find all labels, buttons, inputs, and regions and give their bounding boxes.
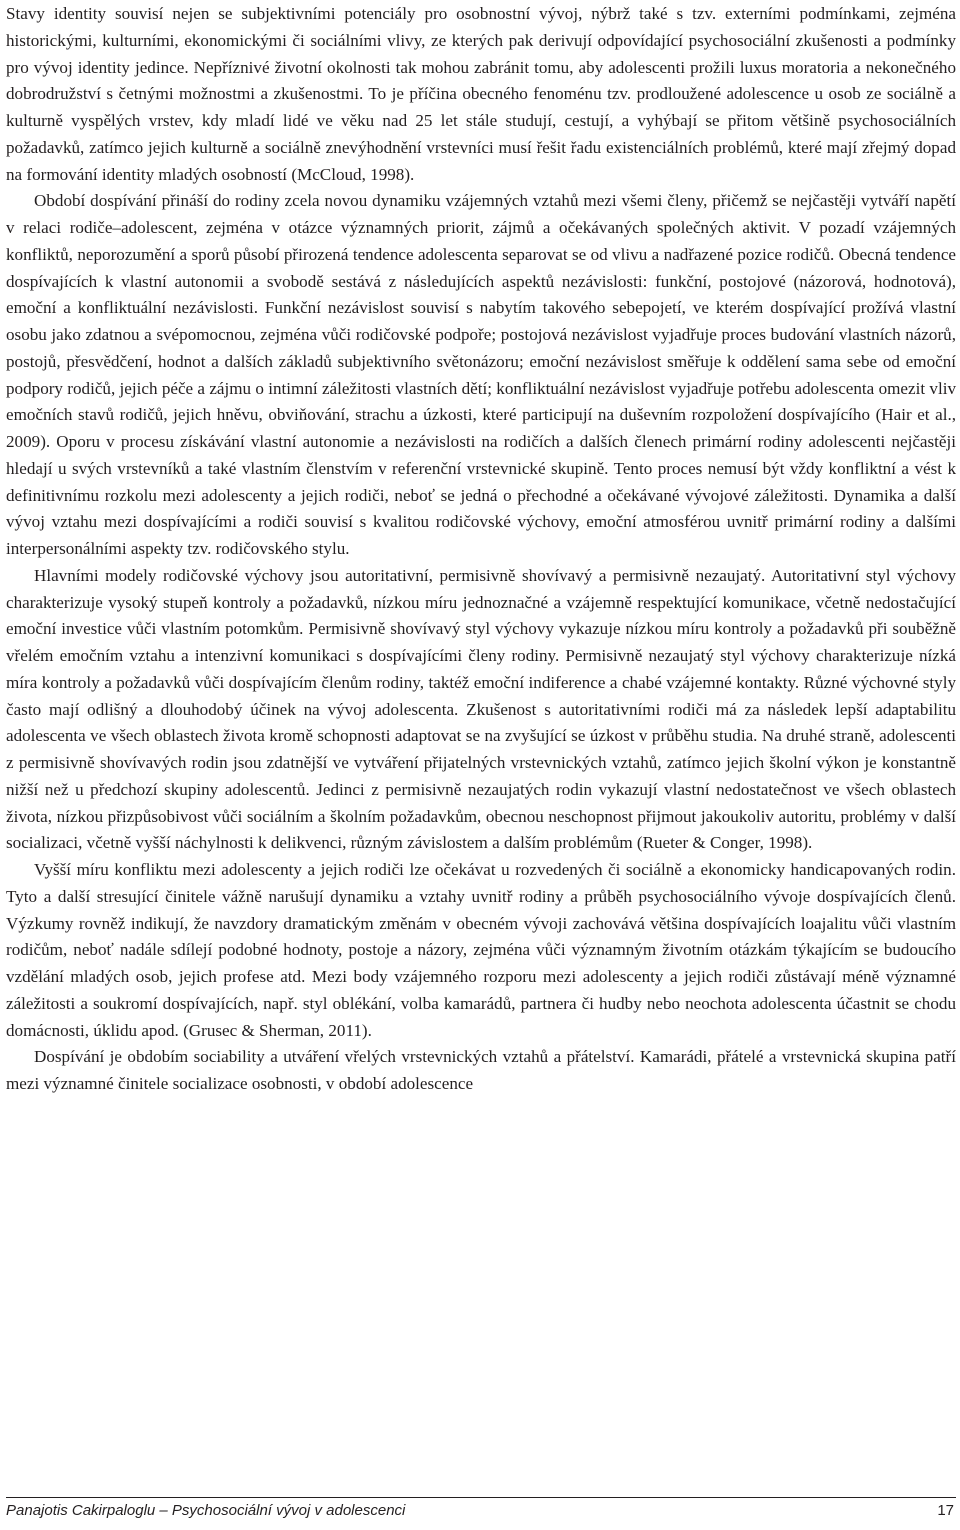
paragraph-family-conflict: Vyšší míru konfliktu mezi adolescenty a jejich rodiči lze očekávat u rozvedených či sociálně a ekonomicky handicapovaných rodin. Tyto a další stresující činitele vážně narušují dynamiku a vztahy uvnitř rodiny a průběh psychosociálního vývoje dospívajících členů. Výzkumy rovněž indikují, že navzdory dramatickým změnám v obecném vývoji zachovává většina dospívajících loajalitu vůči vlastním rodičům, neboť nadále sdílejí podobné hodnoty, postoje a názory, zejména vůči významným životním otázkám týkajícím se budoucího vzdělání mladých osob, jejich profese atd. Mezi body vzájemného rozporu mezi adolescenty a jejich rodiči zůstávají méně významné záležitosti a soukromí dospívajících, např. styl oblékání, volba kamarádů, partnera či hudby nebo neochota adolescenta účastnit se chodu domácnosti, úklidu apod. (Grusec & Sherman, 2011). bbox=[6, 860, 956, 1040]
paragraph-parenting-styles: Hlavními modely rodičovské výchovy jsou autoritativní, permisivně shovívavý a permisivně nezaujatý. Autoritativní styl výchovy charakterizuje vysoký stupeň kontroly a požadavků, nízkou míru jednoznačné a vzájemně respektující komunikace, včetně nedostačující emoční investice vůči vlastním potomkům. Permisivně shovívavý styl výchovy vykazuje nízkou míru kontroly a požadavků při souběžně vřelém emočním vztahu a intenzivní komunikaci s dospívajícími členy rodiny. Permisivně nezaujatý styl výchovy charakterizuje nízká míra kontroly a požadavků vůči dospívajícím členům rodiny, taktéž emoční indiference a chabé vzájemné kontakty. Různé výchovné styly často mají odlišný a dlouhodobý účinek na vývoj adolescenta. Zkušenost s autoritativními rodiči má za následek lepší adaptabilitu adolescenta ve všech oblastech života kromě schopnosti adaptovat se na zvyšující se úzkost v průběhu studia. Na druhé straně, adolescenti z permisivně shovívavých rodin jsou zdatnější ve vytváření přijatelných vrstevnických vztahů, zatímco jejich školní výkon je konstantně nižší než u předchozí skupiny adolescentů. Jedinci z permisivně nezaujatých rodin vykazují vlastní nedostatečnost ve všech oblastech života, nízkou přizpůsobivost vůči sociálním a školním požadavkům, obecnou neschopnost přijmout jakoukoliv autoritu, problémy v další socializaci, včetně vyšší náchylnosti k delikvenci, různým závislostem a dalším problémům (Rueter & Conger, 1998). bbox=[6, 565, 956, 853]
running-title: Panajotis Cakirpaloglu – Psychosociální vývoj v adolescenci bbox=[6, 1502, 406, 1519]
paragraph-identity-conditions: Stavy identity souvisí nejen se subjektivními potenciály pro osobnostní vývoj, nýbrž také s tzv. externími podmínkami, zejména historickými, kulturními, ekonomickými či sociálními vlivy, ze kterých pak derivují odpovídající psychosociální zkušenosti a podmínky pro vývoj identity jedince. Nepříznivé životní okolnosti tak mohou zabránit tomu, aby adolescenti prožili luxus moratoria a nekonečného dobrodružství s četnými možnostmi a zkušenostmi. To je příčina obecného fenoménu tzv. prodloužené adolescence u osob ze sociálně a kulturně vyspělých vrstev, kdy mladí lidé ve věku nad 25 let stále studují, cestují, a vyhýbají se přitom většině psychosociálních požadavků, zatímco jejich kulturně a sociálně znevýhodnění vrstevníci musí řešit řadu existenciálních problémů, které mají zřejmý dopad na formování identity mladých osobností (McCloud, 1998). bbox=[6, 4, 956, 184]
body-text bbox=[6, 0, 956, 1098]
paragraph-sociability: Dospívání je obdobím sociability a utváření vřelých vrstevnických vztahů a přátelství. Kamarádi, přátelé a vrstevnická skupina patří mezi významné činitele socializace osobnosti, v období adolescence bbox=[6, 1047, 956, 1093]
document-page bbox=[6, 0, 956, 1530]
page-footer bbox=[6, 1497, 956, 1519]
paragraph-family-dynamics: Období dospívání přináší do rodiny zcela novou dynamiku vzájemných vztahů mezi všemi členy, přičemž se nejčastěji vytváří napětí v relaci rodiče–adolescent, zejména v otázce významných priorit, zájmů a očekávaných společných aktivit. V pozadí vzájemných konfliktů, neporozumění a sporů působí přirozená tendence adolescenta separovat se od vlivu a nadřazené pozice rodičů. Obecná tendence dospívajících k vlastní autonomii a svobodě sestává z následujících aspektů nezávislosti: funkční, postojové (názorová, hodnotová), emoční a konfliktuální nezávislosti. Funkční nezávislost souvisí s nabytím takového sebepojetí, ve kterém dospívající prožívá vlastní osobu jako zdatnou a svépomocnou, zejména vůči rodičovské podpoře; postojová nezávislost vyjadřuje proces budování vlastních názorů, postojů, přesvědčení, hodnot a dalších základů subjektivního světonázoru; emoční nezávislost směřuje k oddělení sama sebe od emoční podpory rodičů, jejich péče a zájmu o intimní záležitosti vlastních dětí; konfliktuální nezávislost vyjadřuje potřebu adolescenta omezit vliv emočních stavů rodičů, jejich hněvu, obviňování, strachu a úzkosti, které participují na duševním rozpoložení dospívajícího (Hair et al., 2009). Oporu v procesu získávání vlastní autonomie a nezávislosti na rodičích a dalších členech primární rodiny adolescenti nejčastěji hledají u svých vrstevníků a také vlastním členstvím v referenční vrstevnické skupině. Tento proces nemusí být vždy konfliktní a vést k definitivnímu rozkolu mezi adolescenty a jejich rodiči, neboť se jedná o přechodné a očekávané vývojové záležitosti. Dynamika a další vývoj vztahu mezi dospívajícími a rodiči souvisí s kvalitou rodičovské výchovy, emoční atmosférou uvnitř primární rodiny a dalšími interpersonálními aspekty tzv. rodičovského stylu. bbox=[6, 191, 956, 558]
page-number: 17 bbox=[937, 1502, 954, 1519]
